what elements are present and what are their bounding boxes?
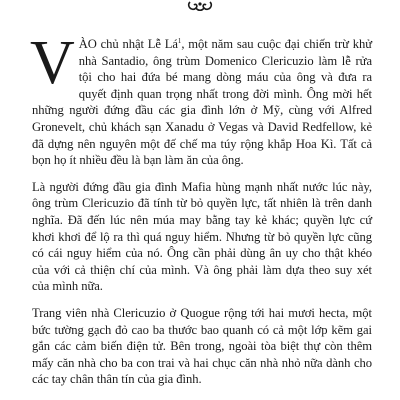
chapter-ornament xyxy=(0,0,400,18)
paragraph-1-start: ÀO chủ nhật Lễ Lá xyxy=(78,37,178,51)
paragraph-3: Trang viên nhà Clericuzio ở Quogue rộng tới hai mươi hecta, một bức tường gạch đỏ cao ba thước bao quanh có cả một lớp kẽm gai gắn các cảm biến điện tử. Bên trong, ngoài tòa biệt thự còn thêm mấy căn nhà cho ba con trai và hai chục căn nhà nhỏ nữa dành cho các tay chân thân tín của gia đình. xyxy=(32,305,372,387)
paragraph-1-rest: , một năm sau cuộc đại chiến trừ khử nhà Santadio, ông trùm Domenico Clericuzio làm lễ rửa tội cho hai đứa bé mang dòng máu của ông và đưa ra quyết định quan trọng nhất trong đời mình. Ông mời hết những người đứng đầu các gia đình lớn ở Mỹ, cùng với Alfred Gronevelt, chủ khách sạn Xanadu ở Vegas và David Redfellow, kẻ đã dựng nên nguyên một đế chế ma túy rộng khắp Hoa Kì. Tất cả bọn họ ít nhiều đều là bạn làm ăn của ông. xyxy=(32,37,372,168)
chapter-body xyxy=(30,29,372,388)
paragraph-2: Là người đứng đầu gia đình Mafia hùng mạnh nhất nước lúc này, ông trùm Clericuzio đã tính từ bỏ quyền lực, tất nhiên là trên danh nghĩa. Đã đến lúc nên múa may bằng tay kẻ khác; quyền lực cứ khơi khơi để lộ ra thì quá nguy hiểm. Nhưng từ bỏ quyền lực cũng có cái nguy hiểm của nó. Ông cần phải dùng ân uy cho thật khéo của với cả thiện chí của mình. Và ông phải làm dựa theo suy xét của mình nữa. xyxy=(32,179,372,294)
footnote-marker[interactable]: 1 xyxy=(177,36,182,45)
paragraph-1 xyxy=(30,29,372,169)
drop-cap: V xyxy=(30,29,75,97)
flourish-icon xyxy=(186,0,214,14)
